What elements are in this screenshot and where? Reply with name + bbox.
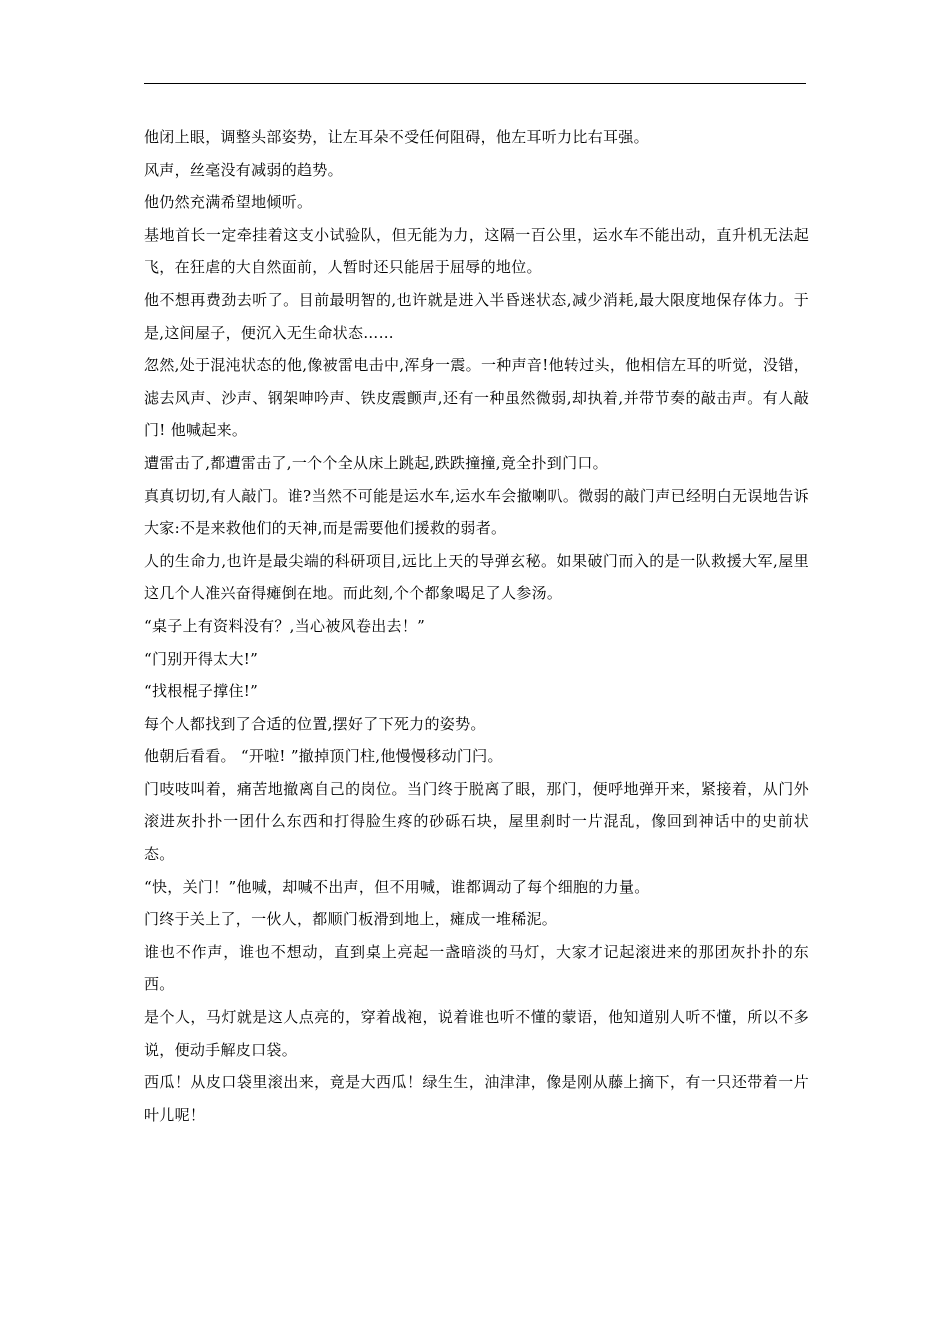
paragraph-9: 人的生命力,也许是最尖端的科研项目,远比上天的导弹玄秘。如果破门而入的是一队救援大军,屋里这几个人准兴奋得瘫倒在地。而此刻,个个都象喝足了人参汤。 — [144, 551, 809, 603]
paragraph-18: 谁也不作声，谁也不想动，直到桌上亮起一盏暗淡的马灯，大家才记起滚进来的那团灰扑扑的东西。 — [144, 942, 809, 994]
paragraph-12: “找根棍子撑住!” — [144, 682, 259, 701]
paragraph-17: 门终于关上了，一伙人，都顺门板滑到地上，瘫成一堆稀泥。 — [144, 910, 558, 929]
paragraph-19: 是个人，马灯就是这人点亮的，穿着战袍，说着谁也听不懂的蒙语，他知道别人听不懂，所以不多说，便动手解皮口袋。 — [144, 1008, 809, 1059]
paragraph-13: 每个人都找到了合适的位置,摆好了下死力的姿势。 — [144, 714, 486, 733]
paragraph-1: 他闭上眼，调整头部姿势，让左耳朵不受任何阻碍，他左耳听力比右耳强。 — [144, 128, 649, 146]
paragraph-6: 忽然,处于混沌状态的他,像被雷电击中,浑身一震。一种声音!他转过头，他相信左耳的听觉，没错，滤去风声、沙声、钢架呻吟声、铁皮震颤声,还有一种虽然微弱,却执着,并带节奏的敲击声。有人敲门! 他喊起来。 — [144, 356, 809, 440]
paragraph-20: 西瓜！从皮口袋里滚出来，竟是大西瓜！绿生生，油津津，像是刚从藤上摘下，有一只还带着一片叶儿呢！ — [144, 1073, 809, 1124]
paragraph-4: 基地首长一定牵挂着这支小试验队，但无能为力，这隔一百公里，运水车不能出动，直升机无法起飞，在狂虐的大自然面前，人暂时还只能居于屈辱的地位。 — [144, 225, 809, 277]
paragraph-5: 他不想再费劲去听了。目前最明智的,也许就是进入半昏迷状态,减少消耗,最大限度地保存体力。于是,这间屋子，便沉入无生命状态…… — [144, 290, 809, 342]
paragraph-7: 遭雷击了,都遭雷击了,一个个全从床上跳起,跌跌撞撞,竟全扑到门口。 — [144, 453, 608, 472]
paragraph-14: 他朝后看看。 “开啦! ”撤掉顶门柱,他慢慢移动门闩。 — [144, 747, 503, 766]
paragraph-11: “门别开得太大!” — [144, 649, 259, 668]
header-rule — [144, 83, 806, 84]
paragraph-3: 他仍然充满希望地倾听。 — [144, 193, 313, 212]
paragraph-10: “桌子上有资料没有？,当心被风卷出去！” — [144, 616, 426, 635]
paragraph-16: “快，关门！”他喊，却喊不出声，但不用喊，谁都调动了每个细胞的力量。 — [144, 877, 650, 896]
document-body — [144, 121, 809, 1131]
paragraph-8: 真真切切,有人敲门。谁?当然不可能是运水车,运水车会撤喇叭。微弱的敲门声已经明白无误地告诉大家:不是来救他们的天神,而是需要他们援救的弱者。 — [144, 486, 809, 538]
paragraph-15: 门吱吱叫着，痛苦地撤离自己的岗位。当门终于脱离了眼，那门，便呼地弹开来，紧接着，从门外滚进灰扑扑一团什么东西和打得脸生疼的砂砾石块，屋里刹时一片混乱，像回到神话中的史前状态。 — [144, 779, 809, 864]
paragraph-2: 风声，丝毫没有减弱的趋势。 — [144, 160, 343, 179]
